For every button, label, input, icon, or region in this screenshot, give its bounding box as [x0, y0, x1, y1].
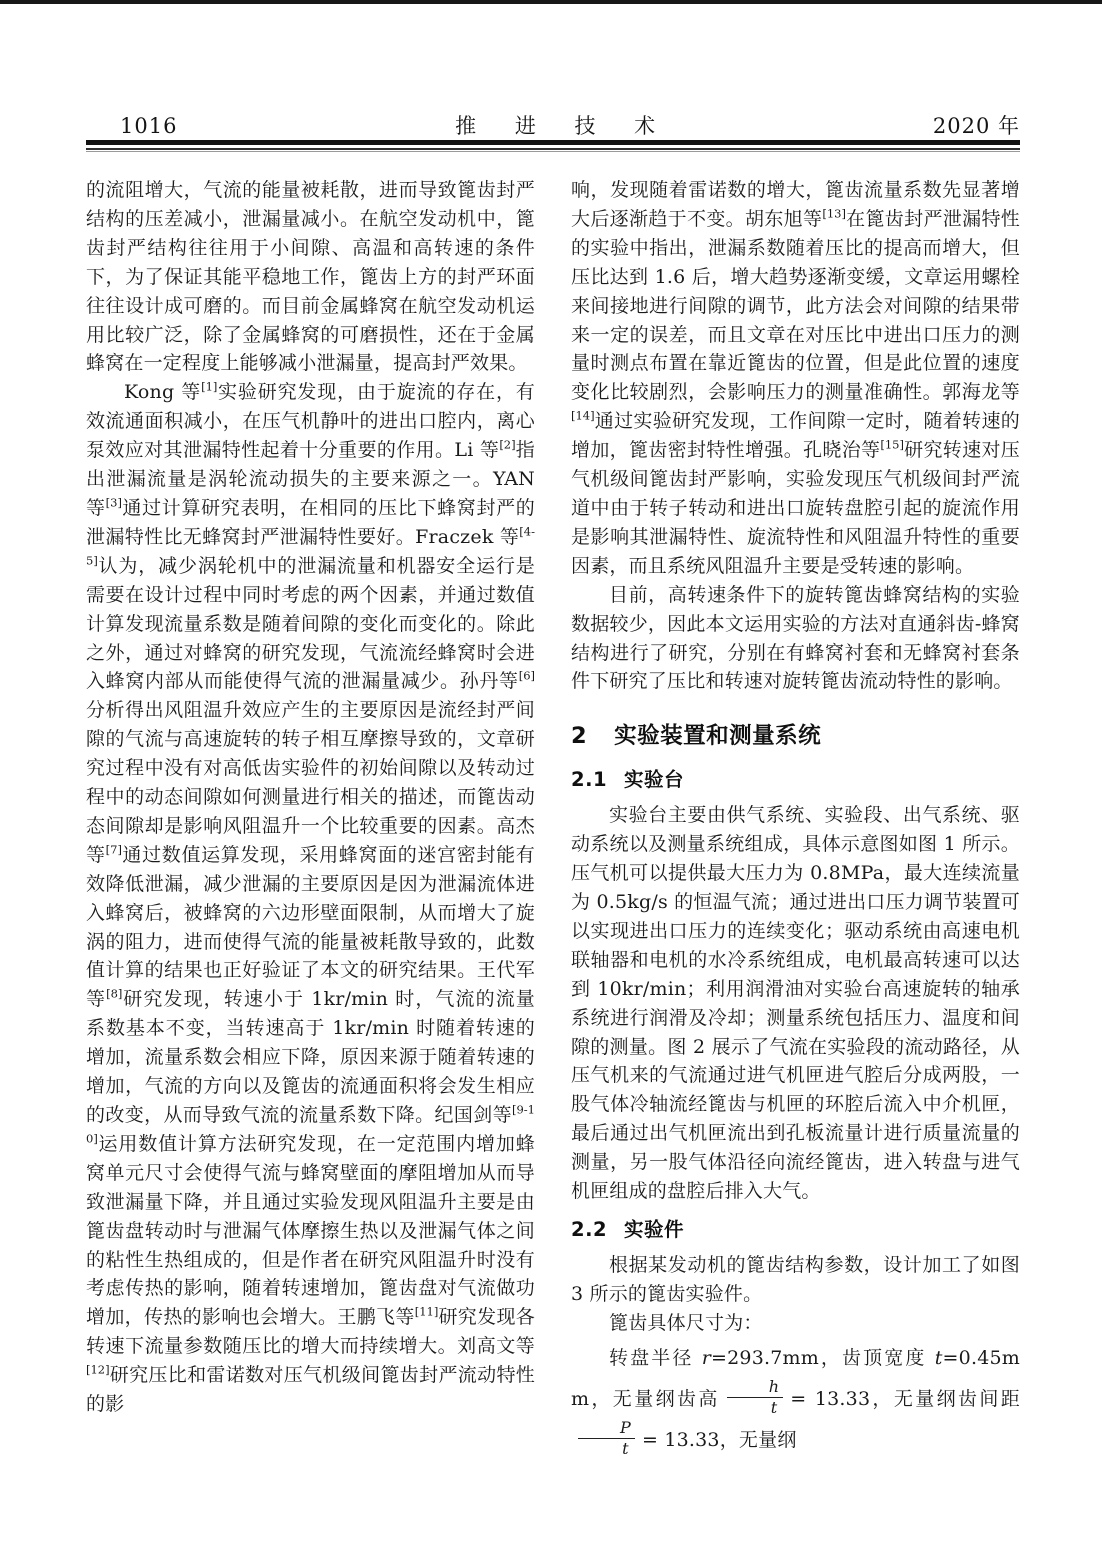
text-run: 转盘半径	[609, 1346, 702, 1369]
variable: r	[701, 1346, 711, 1369]
citation-ref: [3]	[105, 495, 122, 510]
text-run: 研究压比和雷诺数对压气机级间篦齿封严流动特性的影	[86, 1364, 535, 1416]
journal-title: 推 进 技 术	[455, 114, 672, 138]
section-heading	[571, 721, 1020, 751]
page-number: 1016	[120, 114, 178, 138]
section-title: 实验件	[624, 1218, 685, 1241]
inline-fraction: $\frac{h}{t}$	[727, 1378, 784, 1417]
page-header	[86, 113, 1020, 139]
text-run: 通过实验研究发现，工作间隙一定时，随着转速的增加，篦齿密封特性增强。孔晓治等	[571, 410, 1020, 462]
header-rule-thick	[86, 140, 1020, 145]
subsection-heading	[571, 1216, 1020, 1244]
text-run: =0.45mm，无量纲齿高	[571, 1346, 1020, 1410]
inline-fraction: $\frac{P}{t}$	[578, 1419, 635, 1458]
variable: t	[934, 1346, 943, 1369]
citation-ref: [11]	[414, 1305, 439, 1320]
text-run: 通过数值运算发现，采用蜂窝面的迷宫密封能有效降低泄漏，减少泄漏的主要原因是因为泄漏流体进入蜂窝后，被蜂窝的六边形壁面限制，从而增大了旋涡的阻力，进而使得气流的能量被耗散导致的，此数值计算的结果也正好验证了本文的研究结果。王代军等	[86, 843, 535, 1011]
text-run: 认为，减少涡轮机中的泄漏流量和机器安全运行是需要在设计过程中同时考虑的两个因素，并通过数值计算发现流量系数是随着间隙的变化而变化的。除此之外，通过对蜂窝的研究发现，气流流经蜂窝时会进入蜂窝内部从而能使得气流的泄漏量减少。孙丹等	[86, 554, 535, 693]
header-rule-thin	[86, 148, 1020, 150]
paragraph	[86, 378, 535, 1419]
subsection-heading	[571, 766, 1020, 794]
text-run: = 13.33，无量纲齿间距	[790, 1387, 1020, 1410]
left-column	[86, 176, 535, 1461]
text-run: 在篦齿封严泄漏特性的实验中指出，泄漏系数随着压比的提高而增大，但压比达到 1.6 后，增大趋势逐渐变缓，文章运用螺栓来间接地进行间隙的调节，此方法会对间隙的结果带来一定的误差，而且文章在对压比中进出口压力的测量时测点布置在靠近篦齿的位置，但是此位置的速度变化比较剧烈，会影响压力的测量准确性。郭海龙等	[571, 207, 1020, 404]
citation-ref: [15]	[880, 437, 904, 452]
text-run: = 13.33，无量纲	[641, 1428, 797, 1451]
text-run: 根据某发动机的篦齿结构参数，设计加工了如图 3 所示的篦齿实验件。	[571, 1254, 1020, 1305]
section-number: 2	[571, 723, 588, 750]
right-column	[571, 176, 1020, 1461]
header-rule-light	[86, 151, 1020, 152]
paragraph	[571, 801, 1020, 1206]
text-run: Kong 等	[124, 381, 202, 404]
text-run: 研究发现，转速小于 1kr/min 时，气流的流量系数基本不变，当转速高于 1kr/min 时随着转速的增加，流量系数会相应下降，原因来源于随着转速的增加，气流的方向以及篦齿的流通面积将会发生相应的改变，从而导致气流的流量系数下降。纪国剑等	[86, 988, 536, 1126]
citation-ref: [12]	[86, 1362, 110, 1377]
paragraph	[571, 1251, 1020, 1309]
two-column-body	[86, 176, 1020, 1461]
paragraph	[86, 176, 535, 378]
citation-ref: [14]	[571, 408, 595, 423]
section-title: 实验台	[624, 768, 685, 792]
citation-ref: [9-10]	[86, 1102, 535, 1146]
section-number: 2.1	[571, 768, 608, 792]
section-title: 实验装置和测量系统	[614, 723, 822, 750]
text-run: =293.7mm，齿顶宽度	[711, 1346, 935, 1369]
text-run: 实验研究发现，由于旋流的存在，有效流通面积减小，在压气机静叶的进出口腔内，离心泵效应对其泄漏特性起着十分重要的作用。Li 等	[86, 381, 536, 462]
text-run: 的流阻增大，气流的能量被耗散，进而导致篦齿封严结构的压差减小，泄漏量减小。在航空发动机中，篦齿封严结构往往用于小间隙、高温和高转速的条件下，为了保证其能平稳地工作，篦齿上方的封严环面往往设计成可磨的。而目前金属蜂窝在航空发动机运用比较广泛，除了金属蜂窝的可磨损性，还在于金属蜂窝在一定程度上能够减小泄漏量，提高封严效果。	[86, 179, 535, 375]
citation-ref: [13]	[822, 206, 846, 221]
paragraph	[571, 176, 1020, 581]
text-run: 研究发现各转速下流量参数随压比的增大而持续增大。刘高文等	[86, 1306, 535, 1358]
text-run: 运用数值计算方法研究发现，在一定范围内增加蜂窝单元尺寸会使得气流与蜂窝壁面的摩阻增加从而导致泄漏量下降，并且通过实验发现风阻温升主要是由篦齿盘转动时与泄漏气体摩擦生热以及泄漏气体之间的粘性生热组成的，但是作者在研究风阻温升时没有考虑传热的影响，随着转速增加，篦齿盘对气流做功增加，传热的影响也会增大。王鹏飞等	[86, 1132, 535, 1329]
text-run: 通过计算研究表明，在相同的压比下蜂窝封严的泄漏特性比无蜂窝封严泄漏特性要好。Fraczek 等	[86, 496, 535, 548]
text-run: 目前，高转速条件下的旋转篦齿蜂窝结构的实验数据较少，因此本文运用实验的方法对直通斜齿-蜂窝结构进行了研究，分别在有蜂窝衬套和无蜂窝衬套条件下研究了压比和转速对旋转篦齿流动特性的影响。	[571, 583, 1020, 693]
text-run: 实验台主要由供气系统、实验段、出气系统、驱动系统以及测量系统组成，具体示意图如图 1 所示。压气机可以提供最大压力为 0.8MPa，最大连续流量为 0.5kg/s 的恒温气流；通过进出口压力调节装置可以实现进出口压力的连续变化；驱动系统由高速电机联轴器和电机的水冷系统组成，电机最高转速可以达到 10kr/min；利用润滑油对实验台高速旋转的轴承系统进行润滑及冷却；测量系统包括压力、温度和间隙的测量。图 2 展示了气流在实验段的流动路径，从压气机来的气流通过进气机匣进气腔后分成两股，一股气体冷轴流经篦齿与机匣的环腔后流入中介机匣，最后通过出气机匣流出到孔板流量计进行质量流量的测量，另一股气体沿径向流经篦齿，进入转盘与进气机匣组成的盘腔后排入大气。	[571, 804, 1020, 1203]
text-run: 研究转速对压气机级间篦齿封严影响，实验发现压气机级间封严流道中由于转子转动和进出口旋转盘腔引起的旋流作用是影响其泄漏特性、旋流特性和风阻温升特性的重要因素，而且系统风阻温升主要是受转速的影响。	[571, 439, 1020, 577]
section-number: 2.2	[571, 1218, 608, 1241]
text-run: 分析得出风阻温升效应产生的主要原因是流经封严间隙的气流与高速旋转的转子相互摩擦导致的，文章研究过程中没有对高低齿实验件的初始间隙以及转动过程中的动态间隙如何测量进行相关的描述，而篦齿动态间隙却是影响风阻温升一个比较重要的因素。高杰等	[86, 699, 535, 866]
paragraph-with-formula	[571, 1338, 1020, 1461]
citation-ref: [6]	[518, 669, 535, 684]
citation-ref: [7]	[105, 842, 122, 857]
text-run: 响，发现随着雷诺数的增大，篦齿流量系数先显著增大后逐渐趋于不变。胡东旭等	[571, 179, 1020, 230]
header-year: 2020 年	[932, 114, 1020, 138]
citation-ref: [4-5]	[86, 524, 535, 568]
paragraph	[571, 581, 1020, 697]
citation-ref: [1]	[201, 380, 218, 395]
text-run: 指出泄漏流量是涡轮流动损失的主要来源之一。YAN 等	[86, 439, 535, 519]
scan-artifact-top	[0, 0, 1102, 4]
paragraph	[571, 1309, 1020, 1338]
citation-ref: [2]	[499, 437, 516, 452]
citation-ref: [8]	[106, 987, 123, 1002]
text-run: 篦齿具体尺寸为：	[609, 1311, 763, 1334]
